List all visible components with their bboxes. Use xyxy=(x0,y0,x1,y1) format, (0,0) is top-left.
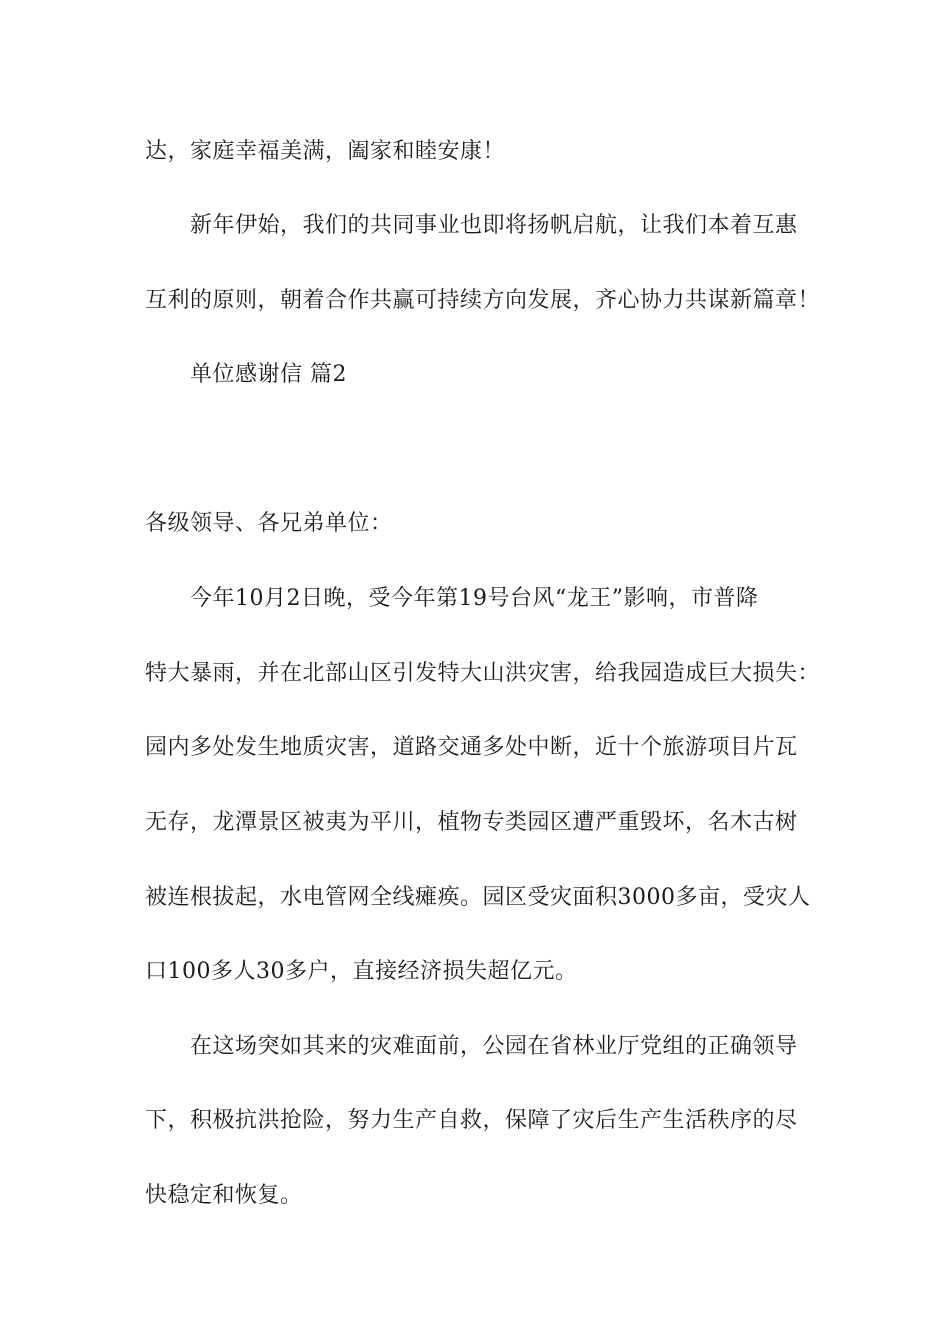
text-line-8: 园内多处发生地质灾害，道路交通多处中断，近十个旅游项目片瓦 xyxy=(145,735,798,760)
text-line-14: 快稳定和恢复。 xyxy=(145,1183,303,1208)
text-line-6: 今年10月2日晚，受今年第19号台风“龙王”影响，市普降 xyxy=(190,586,759,611)
text-line-1: 达，家庭幸福美满，阖家和睦安康！ xyxy=(145,139,506,164)
text-line-13: 下，积极抗洪抢险，努力生产自救，保障了灾后生产生活秩序的尽 xyxy=(145,1108,798,1133)
salutation: 各级领导、各兄弟单位： xyxy=(145,511,393,536)
text-line-7: 特大暴雨，并在北部山区引发特大山洪灾害，给我园造成巨大损失： xyxy=(145,661,821,686)
text-line-9: 无存，龙潭景区被夷为平川，植物专类园区遭严重毁坏，名木古树 xyxy=(145,810,798,835)
section-heading: 单位感谢信 篇2 xyxy=(190,362,347,387)
text-line-11: 口100多人30多户，直接经济损失超亿元。 xyxy=(145,959,578,984)
text-line-2: 新年伊始，我们的共同事业也即将扬帆启航，让我们本着互惠 xyxy=(190,213,798,238)
text-line-3: 互利的原则，朝着合作共赢可持续方向发展，齐心协力共谋新篇章！ xyxy=(145,288,821,313)
text-line-10: 被连根拔起，水电管网全线瘫痪。园区受灾面积3000多亩，受灾人 xyxy=(145,885,811,910)
text-line-12: 在这场突如其来的灾难面前，公园在省林业厅党组的正确领导 xyxy=(190,1034,798,1059)
